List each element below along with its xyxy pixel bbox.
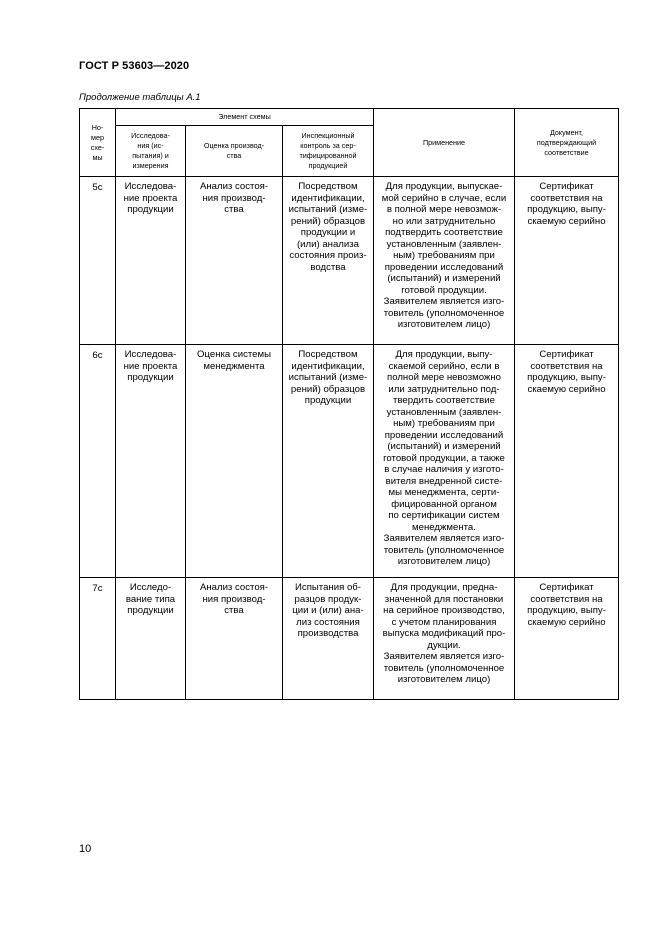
cell-text-line: продукции и [300,227,356,238]
cell-text-line: ным) требованиям при [393,418,495,429]
cell-text-line: идентификации, [291,360,365,372]
application-cell [374,177,515,345]
application-cell [374,578,515,700]
document-cell [515,345,619,578]
table-row [80,578,619,700]
cell-text-line: проведении исследований [384,261,504,273]
cell-text-line: Заявителем является изго- [383,533,505,544]
cell-text-line: Сертификат [539,349,594,360]
cell-text-line: Инспекционный [301,131,355,140]
cell-text-line: пытания) и [132,151,169,160]
cell-text-line: (испытаний) и измерений [387,441,501,452]
cell-text-line: скаемую серийно [527,215,606,227]
cell-text-line: продукцию, выпу- [527,605,606,616]
cell-text-line: продукции [127,372,174,383]
cell-text-line: соответствия на [530,192,603,204]
cell-text-line: мы менеджмента, серти- [388,487,500,498]
cell-text-line: в случае наличия у изгото- [384,464,504,475]
cell-text-line: вание типа [125,593,176,605]
cell-text-line: Для продукции, предна- [390,582,498,593]
cell-text-line: производства [297,628,359,639]
cell-text-line: продукции [304,395,352,406]
cell-text-line: тифицированной [299,151,357,160]
cell-text-line: Для продукции, выпу- [395,349,493,360]
cell-text-line: ния (ис- [137,141,164,150]
cell-text-line: Посредством [298,181,358,192]
cell-text-line: испытаний (изме- [288,372,368,383]
cell-text-line: схе- [90,142,105,152]
cell-text-line: менеджмента. [412,521,476,533]
cell-text-line: мой серийно в случае, если [381,192,507,204]
cell-text-line: лиз состояния [296,616,360,628]
document-cell [515,578,619,700]
cell-text-line: полной мере невозможно [387,372,501,383]
cell-text-line: скаемой серийно, если в [388,360,500,372]
cell-text-line: Заявителем является изго- [383,296,505,307]
cell-text-line: подтверждающий [536,137,597,147]
document-header: ГОСТ Р 53603—2020 [79,60,190,72]
cell-text-line: товитель (уполномоченное [383,544,505,556]
header-application: Применение [374,109,515,177]
cell-text-line: товитель (уполномоченное [383,307,505,319]
header-confirming-document [515,109,619,177]
header-scheme-element: Элемент схемы [116,109,374,126]
cell-text-line: рений) образцов [290,383,366,395]
cell-text-line: Сертификат [539,181,594,192]
cell-text-line: дукции. [427,639,461,651]
cell-text-line: значенной для постановки [384,593,504,605]
cell-text-line: рений) образцов [290,215,366,227]
inspection-cell [283,578,374,700]
cell-text-line: на серийное производство, [383,605,505,616]
cell-text-line: Но- [91,122,104,132]
cell-text-line: Исследова- [124,181,177,192]
cell-text-line: продукции [127,204,174,215]
inspection-cell [283,345,374,578]
table-caption: Продолжение таблицы А.1 [79,92,201,103]
cell-text-line: твердить соответствие [393,395,495,406]
cell-text-line: ние проекта [123,360,178,372]
cell-text-line: фицированной органом [391,498,497,510]
cell-text-line: измерения [132,161,169,170]
cell-text-line: подтвердить соответствие [385,227,503,238]
cell-text-line: изготовителем лицо) [397,674,491,685]
cell-text-line: (или) анализа [296,238,360,250]
cell-text-line: менеджмента [203,360,265,372]
cell-text-line: разцов продук- [294,593,362,605]
scheme-number-cell: 5с [80,177,116,345]
header-research [116,126,186,177]
cell-text-line: выпуска модификаций про- [382,628,506,639]
cell-text-line: продукцию, выпу- [527,204,606,215]
cell-text-line: состояния произ- [289,250,367,261]
cell-text-line: мы [92,152,103,162]
page-number: 10 [79,843,92,855]
certification-schemes-table [79,108,619,700]
cell-text-line: продукции [127,605,174,616]
cell-text-line: или затруднительно под- [388,383,500,395]
cell-text-line: скаемую серийно [527,383,606,395]
cell-text-line: Для продукции, выпускае- [385,181,503,192]
document-cell [515,177,619,345]
scheme-number-cell: 7с [80,578,116,700]
header-scheme-number [80,109,116,177]
cell-text-line: (испытаний) и измерений [387,273,501,284]
cell-text-line: вителя внедренной систе- [385,475,503,487]
table-row [80,177,619,345]
scheme-number-cell: 6с [80,345,116,578]
cell-text-line: ния производ- [202,192,266,204]
production-cell [186,177,283,345]
cell-text-line: Посредством [298,349,358,360]
cell-text-line: Анализ состоя- [199,181,269,192]
cell-text-line: скаемую серийно [527,616,606,628]
cell-text-line: испытаний (изме- [288,204,368,215]
header-inspection-control [283,126,374,177]
cell-text-line: установленным (заявлен- [386,406,502,418]
cell-text-line: продукцией [308,161,348,170]
cell-text-line: Оценка производ- [203,141,265,150]
cell-text-line: изготовителем лицо) [397,319,491,330]
cell-text-line: установленным (заявлен- [386,238,502,250]
cell-text-line: соответствие [544,147,589,157]
cell-text-line: ние проекта [123,192,178,204]
cell-text-line: товитель (уполномоченное [383,662,505,674]
cell-text-line: водства [310,261,346,273]
cell-text-line: соответствия на [530,593,603,605]
research-cell [116,345,186,578]
cell-text-line: но или затруднительно [392,215,496,227]
research-cell [116,578,186,700]
cell-text-line: ства [226,151,242,160]
inspection-cell [283,177,374,345]
cell-text-line: готовой продукции, а также [383,452,505,464]
cell-text-line: Сертификат [539,582,594,593]
production-cell [186,345,283,578]
cell-text-line: готовой продукции. [401,284,487,296]
cell-text-line: с учетом планирования [391,616,497,628]
cell-text-line: Исследо- [129,582,172,593]
cell-text-line: ства [224,605,244,616]
cell-text-line: Испытания об- [295,582,361,593]
header-production-assessment [186,126,283,177]
table-row [80,345,619,578]
cell-text-line: Оценка системы [197,349,271,360]
cell-text-line: проведении исследований [384,429,504,441]
cell-text-line: идентификации, [291,192,365,204]
cell-text-line: Заявителем является изго- [383,651,505,662]
application-cell [374,345,515,578]
production-cell [186,578,283,700]
cell-text-line: контроль за сер- [300,141,356,150]
cell-text-line: изготовителем лицо) [397,556,491,567]
cell-text-line: ным) требованиям при [393,250,495,261]
cell-text-line: мер [91,132,104,142]
cell-text-line: соответствия на [530,360,603,372]
cell-text-line: ции и (или) ана- [292,605,364,616]
cell-text-line: Исследова- [131,131,170,140]
research-cell [116,177,186,345]
cell-text-line: продукцию, выпу- [527,372,606,383]
cell-text-line: Исследова- [124,349,177,360]
cell-text-line: в полной мере невозмож- [386,204,502,215]
cell-text-line: Документ, [549,127,584,137]
cell-text-line: ния производ- [202,593,266,605]
cell-text-line: ства [224,204,244,215]
cell-text-line: по сертификации систем [388,510,500,521]
cell-text-line: Анализ состоя- [199,582,269,593]
